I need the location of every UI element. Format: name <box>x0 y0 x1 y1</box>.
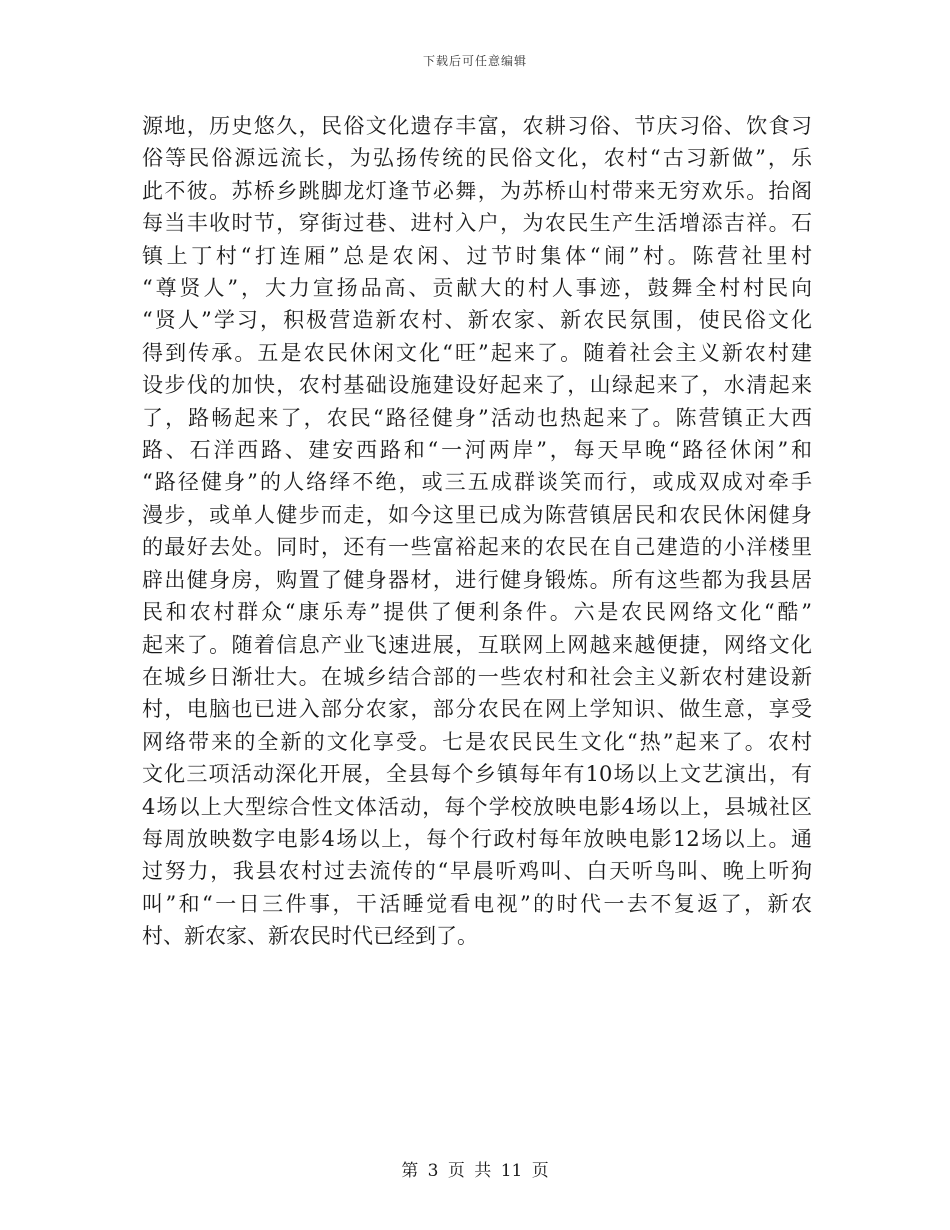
text-line: 在城乡日渐壮大。在城乡结合部的一些农村和社会主义新农村建设新 <box>142 664 812 689</box>
page-header-note: 下载后可任意编辑 <box>422 54 527 68</box>
text-line: 叫”和“一日三件事，干活睡觉看电视”的时代一去不复返了，新农 <box>142 891 812 916</box>
text-line: 此不彼。苏桥乡跳脚龙灯逢节必舞，为苏桥山村带来无穷欢乐。抬阁 <box>142 178 812 203</box>
text-line: 得到传承。五是农民休闲文化“旺”起来了。随着社会主义新农村建 <box>142 340 812 365</box>
page-number: 第 3 页 共 11 页 <box>401 1161 549 1181</box>
text-line: 村，电脑也已进入部分农家，部分农民在网上学知识、做生意，享受 <box>142 697 812 722</box>
text-line: 每当丰收时节，穿街过巷、进村入户，为农民生产生活增添吉祥。石 <box>142 211 812 236</box>
text-line: 村、新农家、新农民时代已经到了。 <box>142 924 478 949</box>
text-line: 俗等民俗源远流长，为弘扬传统的民俗文化，农村“古习新做”，乐 <box>142 146 812 171</box>
text-line: 路、石洋西路、建安西路和“一河两岸”，每天早晚“路径休闲”和 <box>142 438 812 463</box>
text-line: “路径健身”的人络绎不绝，或三五成群谈笑而行，或成双成对牵手 <box>142 470 812 495</box>
text-line: 每周放映数字电影4场以上，每个行政村每年放映电影12场以上。通 <box>142 826 812 851</box>
text-line: 设步伐的加快，农村基础设施建设好起来了，山绿起来了，水清起来 <box>142 373 812 398</box>
text-line: 民和农村群众“康乐寿”提供了便利条件。六是农民网络文化“酷” <box>142 600 812 625</box>
text-line: 过努力，我县农村过去流传的“早晨听鸡叫、白天听鸟叫、晚上听狗 <box>142 859 812 884</box>
text-line: 源地，历史悠久，民俗文化遗存丰富，农耕习俗、节庆习俗、饮食习 <box>142 114 812 138</box>
text-line: “尊贤人”，大力宣扬品高、贡献大的村人事迹，鼓舞全村村民向 <box>142 276 812 301</box>
text-line: 4场以上大型综合性文体活动，每个学校放映电影4场以上，县城社区 <box>142 794 812 819</box>
text-line: “贤人”学习，积极营造新农村、新农家、新农民氛围，使民俗文化 <box>142 308 812 333</box>
text-line: 辟出健身房，购置了健身器材，进行健身锻炼。所有这些都为我县居 <box>142 567 812 592</box>
text-line: 漫步，或单人健步而走，如今这里已成为陈营镇居民和农民休闲健身 <box>142 502 812 527</box>
text-line: 起来了。随着信息产业飞速进展，互联网上网越来越便捷，网络文化 <box>142 632 812 657</box>
text-line: 了，路畅起来了，农民“路径健身”活动也热起来了。陈营镇正大西 <box>142 405 812 430</box>
body-text <box>142 110 812 953</box>
text-line: 镇上丁村“打连厢”总是农闲、过节时集体“闹”村。陈营社里村 <box>142 243 812 268</box>
text-line: 的最好去处。同时，还有一些富裕起来的农民在自己建造的小洋楼里 <box>142 535 812 560</box>
text-line: 文化三项活动深化开展，全县每个乡镇每年有10场以上文艺演出，有 <box>142 762 812 787</box>
text-line: 网络带来的全新的文化享受。七是农民民生文化“热”起来了。农村 <box>142 729 812 754</box>
